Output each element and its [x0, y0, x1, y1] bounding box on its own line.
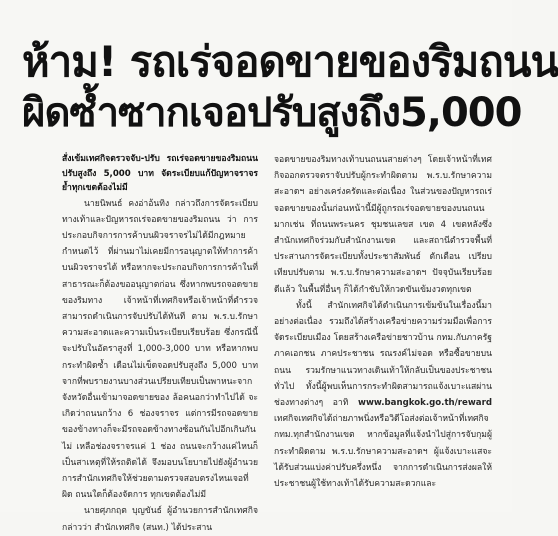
article-column-right [274, 152, 492, 512]
right-paragraph-3: เทศกิจเทศกิจได้ถ่ายภาพนิ่งหรือวิดีโอส่งต่อเจ้าหน้าที่เทศกิจ กทม.ทุกสำนักงานเขต หากข้อมูลที่แจ้งนำไปสู่การจับกุมผู้กระทำผิดตาม พ.ร.บ.รักษาความสะอาดฯ ผู้แจ้งเบาะแสจะได้รับส่วนแบ่งค่าปรับครึ่งหนึ่ง จากการดำเนินการส่งผลให้ประชาชนผู้ใช้ทางเท้าได้รับความสะดวกและ [274, 414, 492, 490]
reward-url: www.bangkok.go.th/reward [358, 398, 492, 409]
right-paragraph-2 [274, 298, 492, 492]
article-column-left [62, 152, 258, 533]
right-paragraph-1: จอดขายของริมทางเท้าบนถนนสายต่างๆ โดยเจ้าหน้าที่เทศกิจออกตรวจตราจับปรับผู้กระทำผิดตาม พ.ร.บ.รักษาความสะอาดฯ อย่างเคร่งครัดและต่อเนื่อง ในส่วนของปัญหารถเร่จอดขายของนั้นก่อนหน้านี้มีผู้ถูกรถเร่จอดขายของบนถนนมากเช่น ที่ถนนพระนคร ชุมชนเลขส เขต 4 เขตหลังซึ่ง สำนักเทศกิจร่วมกับสำนักงานเขต และสถานีตำรวจพื้นที่ ประสานการจัดระเบียบทั้งประชาสัมพันธ์ ตักเตือน เปรียบเทียบปรับตาม พ.ร.บ.รักษาความสะอาดฯ ปัจจุบันเรียบร้อยดีแล้ว ในพื้นที่อื่นๆ ก็ได้กำชับให้กวดขันเข้มงวดทุกเขต [274, 155, 492, 295]
headline-line-1: ห้าม! รถเร่จอดขายของริมถนน [22, 37, 558, 86]
left-paragraph-2: นายศุภกฤต บุญขันธ์ ผู้อำนวยการสำนักเทศกิจ กล่าวว่า สำนักเทศกิจ (สนท.) ได้ประสาน [62, 506, 258, 533]
headline-line-2: ผิดซ้ำซากเจอปรับสูงถึง5,000 [22, 90, 522, 136]
article-body [62, 152, 508, 533]
article-lead: สั่งเข้มเทศกิจตรวจจับ-ปรับ รถเร่จอดขายของริมถนน ปรับสูงถึง 5,000 บาท จัดระเบียบแก้ปัญหาจราจร ย้ำทุกเขตต้องไม่มี [62, 154, 258, 193]
left-paragraph-1: นายนิพนธ์ คงอ่าอ้นทิง กล่าวถึงการจัดระเบียบทางเท้าและปัญหารถเร่จอดขายของริมถนน ว่า การประกอบกิจการการค้าบนผิวจราจรไม่ได้มีกฎหมายกำหนดไว้ ที่ผ่านมาไม่เคยมีการอนุญาตให้ทำการค้าบนผิวจราจรได้ หรือหากจะประกอบกิจการการค้าในที่สาธารณะก็ต้องขออนุญาตก่อน ซึ่งหากพบรถจอดขายของริมทาง เจ้าหน้าที่เทศกิจหรือเจ้าหน้าที่ตำรวจสามารถดำเนินการจับปรับได้ทันที ตาม พ.ร.บ.รักษาความสะอาดและความเป็นระเบียบเรียบร้อย ซึ่งกรณีนี้จะปรับในอัตราสูงที่ 1,000-3,000 บาท หรือหากพบกระทำผิดซ้ำ เดือนไม่เข็ดจอดปรับสูงถึง 5,000 บาท จากที่พบรายงานบางส่วนเปรียบเทียบเป็นพาหนะจากจังหวัดอื่นเข้ามาจอดขายของ ล้อคนอกว่าทำไปได้ จะเกิดว่าถนนกว้าง 6 ช่องจราจร แต่การมีรถจอดขายของข้างทางก็จะมีรถจอดข้างทางซ้อนกันไปอีกเกินกันไม่ เหลือช่องจราจรแค่ 1 ช่อง ถนนจะกว้างแค่ไหนก็เป็นสาเหตุที่ให้รถติดได้ จึงมอบนโยบายไปยังผู้อำนวยการสำนักเทศกิจให้ช่วยตามตรวจสอบตรงไหนเจอที่ผิด ถนนใดก็ต้องจัดการ ทุกเขตต้องไม่มี [62, 198, 258, 501]
right-paragraph-2-text: ทั้งนี้ สำนักเทศกิจได้ดำเนินการเข้มข้นในเรื่องนี้มาอย่างต่อเนื่อง รวมถึงได้สร้างเครือข่ายความร่วมมือเพื่อการจัดระเบียบเมือง โดยสร้างเครือข่ายชาวบ้าน กทม.กับภาครัฐ ภาคเอกชน ภาคประชาชน รณรงค์ไม่จอด หรือซื้อขายบนถนน รวมรักษาแนวทางเดินเท้าให้กลับเป็นของประชาชนทั่วไป ทั้งนี้ผู้พบเห็นการกระทำผิดสามารถแจ้งเบาะแสผ่านช่องทางต่างๆ อาทิ [274, 300, 492, 409]
